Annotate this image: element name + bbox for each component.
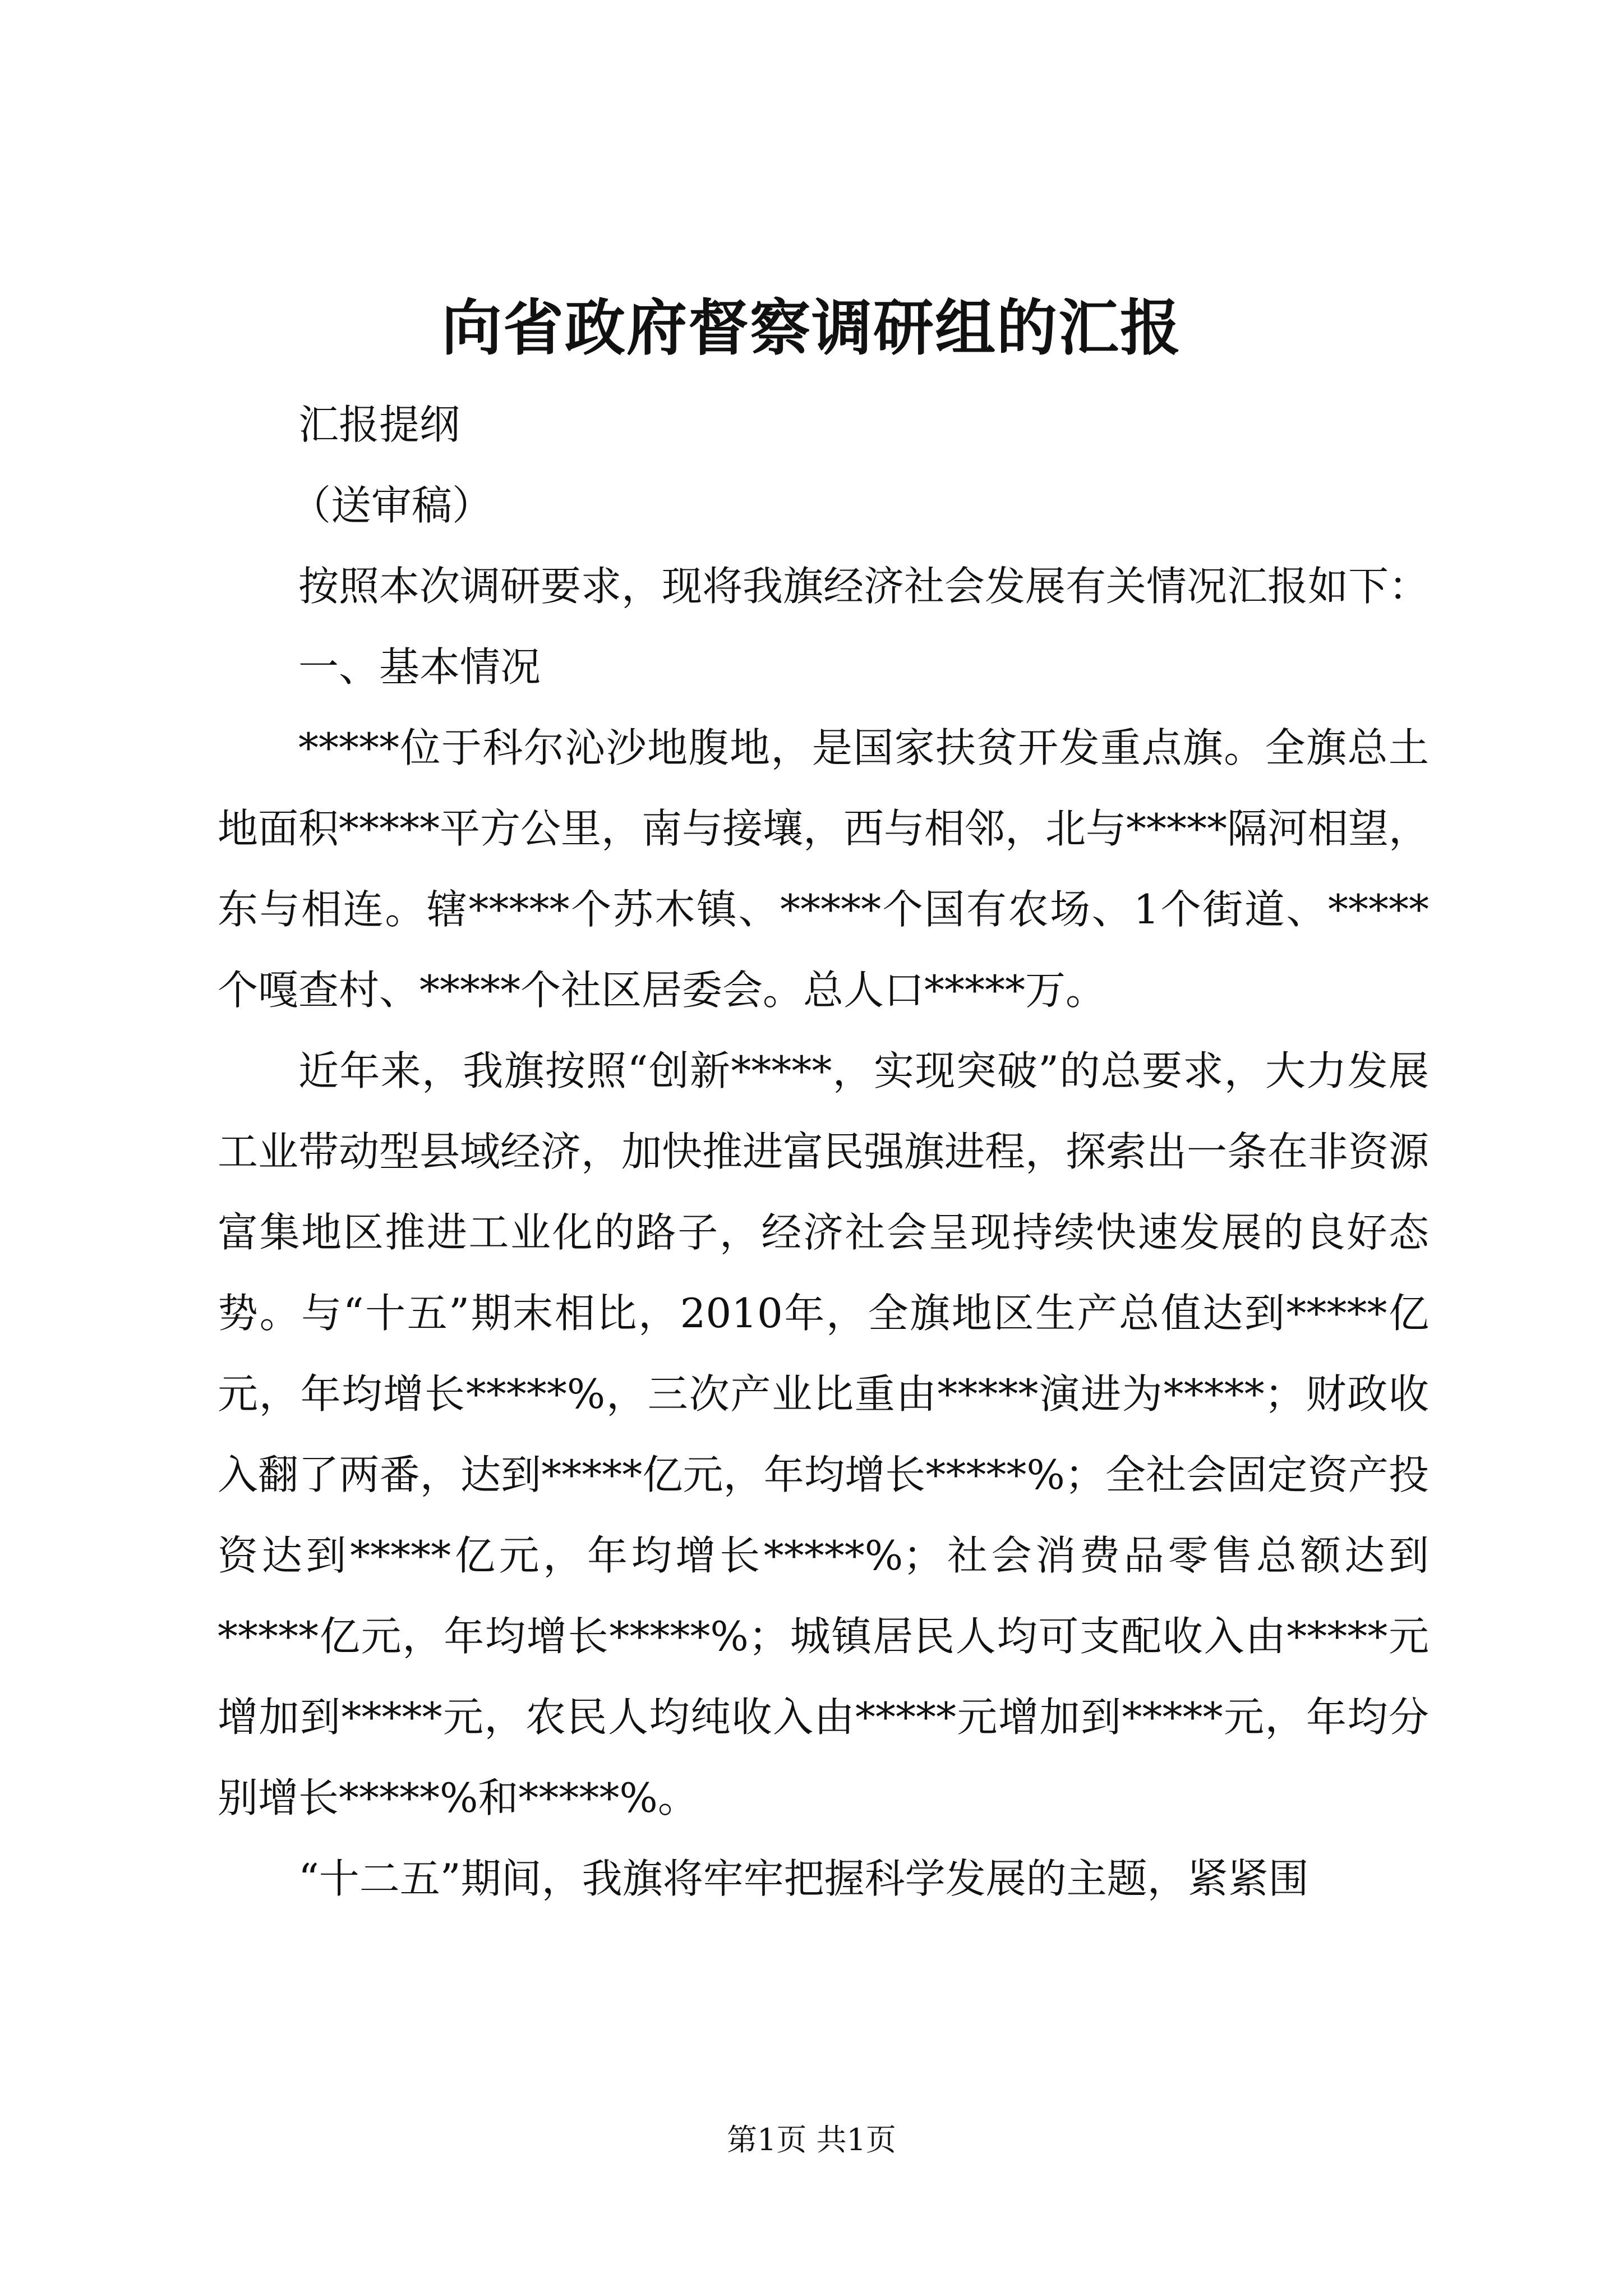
paragraph-12th-plan: “十二五”期间，我旗将牢牢把握科学发展的主题，紧紧围 (298, 1855, 1309, 1902)
outline-heading: 汇报提纲 (298, 401, 460, 448)
section-heading-basic: 一、基本情况 (298, 643, 541, 691)
document-body (218, 384, 1429, 1919)
page-footer: 第1页 共1页 (727, 2122, 896, 2157)
draft-note: （送审稿） (291, 482, 493, 529)
paragraph-location: *****位于科尔沁沙地腹地，是国家扶贫开发重点旗。全旗总土地面积*****平方公里，南与接壤，西与相邻，北与*****隔河相望，东与相连。辖*****个苏木镇、*****个国有农场、1个街道、*****个嘎查村、*****个社区居委会。总人口*****万。 (218, 724, 1430, 1014)
paragraph-recent-years: 近年来，我旗按照“创新*****，实现突破”的总要求，大力发展工业带动型县域经济，加快推进富民强旗进程，探索出一条在非资源富集地区推进工业化的路子，经济社会呈现持续快速发展的良好态势。与“十五”期末相比，2010年，全旗地区生产总值达到*****亿元，年均增长*****%，三次产业比重由*****演进为*****；财政收入翻了两番，达到*****亿元，年均增长*****%；全社会固定资产投资达到*****亿元，年均增长*****%；社会消费品零售总额达到*****亿元，年均增长*****%；城镇居民人均可支配收入由*****元增加到*****元，农民人均纯收入由*****元增加到*****元，年均分别增长*****%和*****%。 (218, 1047, 1430, 1821)
intro-paragraph: 按照本次调研要求，现将我旗经济社会发展有关情况汇报如下： (298, 563, 1430, 610)
document-title: 向省政府督察调研组的汇报 (441, 293, 1182, 364)
